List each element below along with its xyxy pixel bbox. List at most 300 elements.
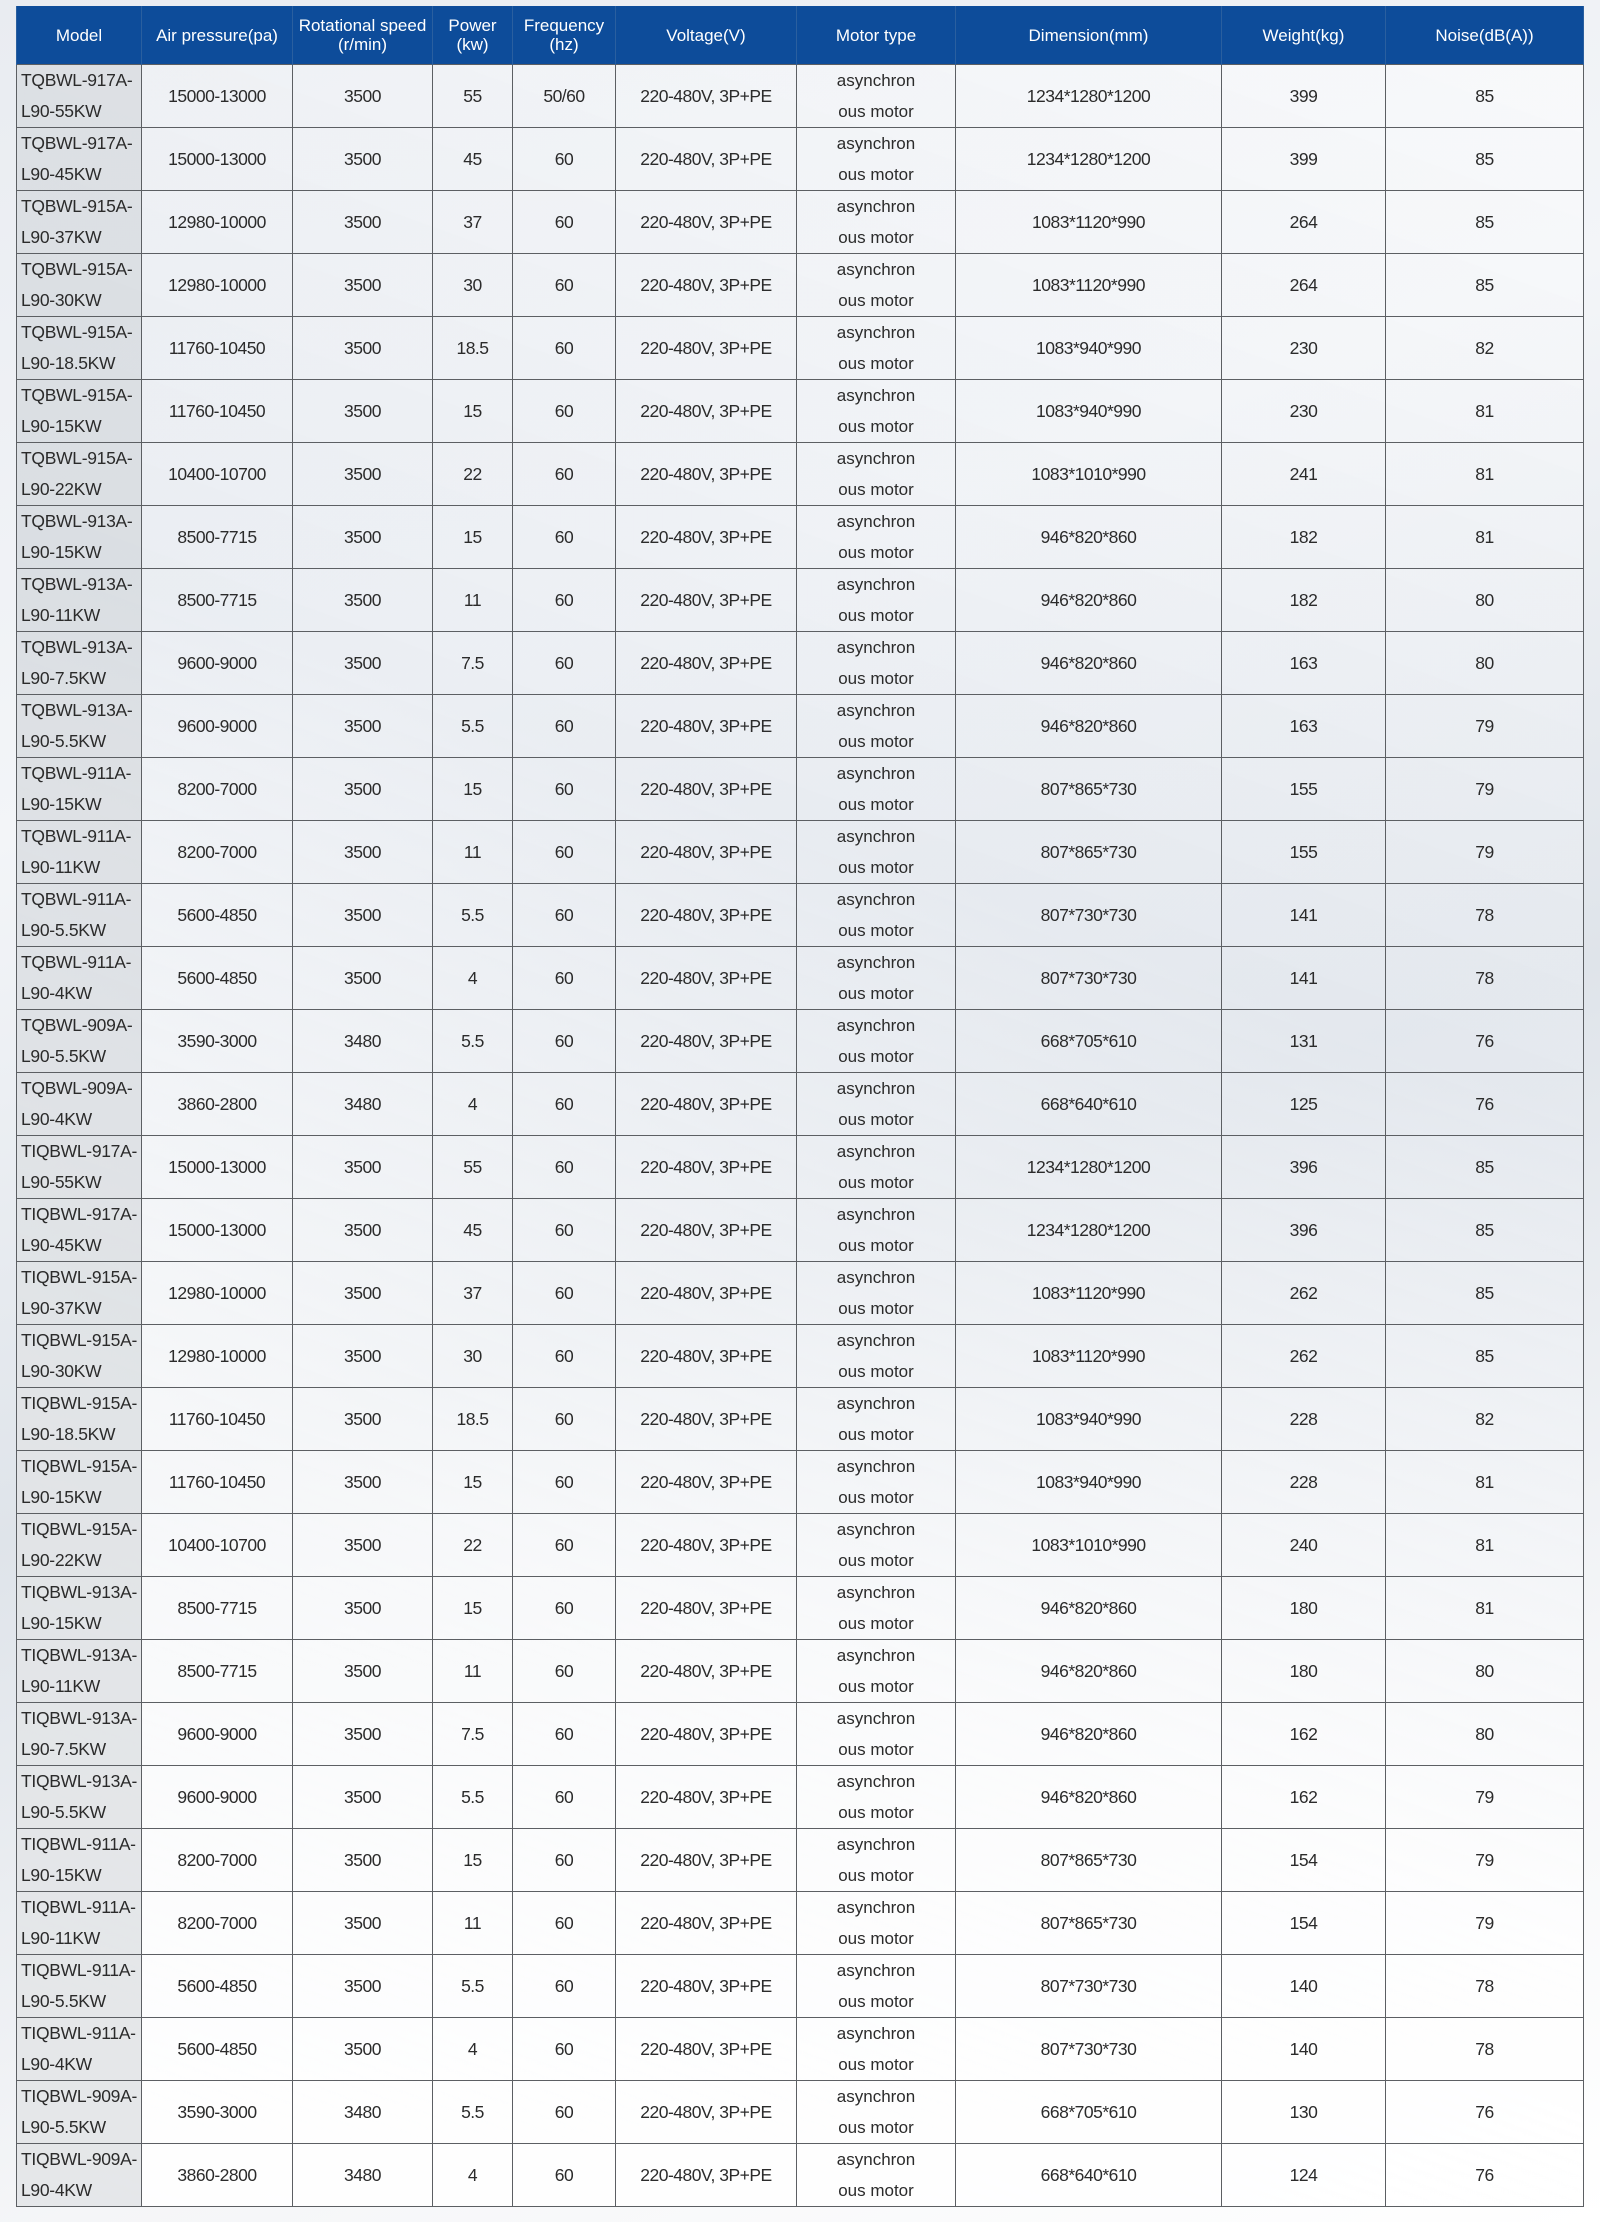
cell-motor-type-line: ous motor: [838, 543, 914, 562]
cell-motor-type-line: ous motor: [838, 480, 914, 499]
cell-weight: 230: [1222, 317, 1386, 380]
cell-dimension: 946*820*860: [956, 1766, 1222, 1829]
table-row: [17, 443, 1584, 506]
cell-weight: 228: [1222, 1451, 1386, 1514]
header-unit: (r/min): [337, 35, 388, 54]
cell-air-pressure: 11760-10450: [142, 317, 293, 380]
table-row: [17, 884, 1584, 947]
cell-model-line: L90-15KW: [21, 1487, 102, 1507]
cell-motor-type-line: asynchron: [836, 1709, 916, 1728]
cell-voltage: 220-480V, 3P+PE: [616, 2018, 797, 2081]
header-label: Motor type: [835, 25, 917, 45]
cell-power: 4: [433, 1073, 513, 1136]
cell-model-line: L90-37KW: [21, 1298, 102, 1318]
cell-power: 5.5: [433, 695, 513, 758]
table-row: [17, 632, 1584, 695]
cell-model-line: TIQBWL-913A-: [21, 1645, 138, 1665]
cell-frequency: 60: [513, 1829, 616, 1892]
cell-rotational-speed: 3500: [293, 191, 433, 254]
cell-model-line: L90-5.5KW: [21, 1802, 106, 1822]
cell-motor-type-line: ous motor: [838, 1047, 914, 1066]
cell-rotational-speed: 3500: [293, 443, 433, 506]
table-row: [17, 128, 1584, 191]
cell-weight: 155: [1222, 821, 1386, 884]
table-row: [17, 1073, 1584, 1136]
cell-weight: 241: [1222, 443, 1386, 506]
cell-power: 5.5: [433, 884, 513, 947]
cell-air-pressure: 12980-10000: [142, 1262, 293, 1325]
cell-model-line: TQBWL-913A-: [21, 511, 133, 531]
cell-noise: 82: [1386, 317, 1584, 380]
cell-motor-type-line: ous motor: [838, 1803, 914, 1822]
cell-motor-type: [797, 1388, 956, 1451]
cell-dimension: 807*865*730: [956, 1829, 1222, 1892]
cell-noise: 81: [1386, 506, 1584, 569]
cell-voltage: 220-480V, 3P+PE: [616, 1955, 797, 2018]
cell-weight: 182: [1222, 506, 1386, 569]
cell-motor-type-line: asynchron: [836, 2087, 916, 2106]
cell-dimension: 1083*1120*990: [956, 254, 1222, 317]
cell-model-line: L90-22KW: [21, 479, 102, 499]
cell-air-pressure: 12980-10000: [142, 191, 293, 254]
cell-dimension: 668*705*610: [956, 1010, 1222, 1073]
cell-voltage: 220-480V, 3P+PE: [616, 1388, 797, 1451]
cell-voltage: 220-480V, 3P+PE: [616, 317, 797, 380]
cell-air-pressure: 12980-10000: [142, 1325, 293, 1388]
cell-noise: 79: [1386, 758, 1584, 821]
cell-noise: 78: [1386, 884, 1584, 947]
cell-motor-type-line: ous motor: [838, 1425, 914, 1444]
cell-model-line: TQBWL-915A-: [21, 385, 133, 405]
cell-motor-type: [797, 947, 956, 1010]
cell-noise: 79: [1386, 821, 1584, 884]
table-row: [17, 1451, 1584, 1514]
cell-motor-type-line: asynchron: [836, 1772, 916, 1791]
cell-model: [17, 2081, 142, 2144]
cell-voltage: 220-480V, 3P+PE: [616, 380, 797, 443]
cell-power: 37: [433, 1262, 513, 1325]
cell-frequency: 60: [513, 1955, 616, 2018]
cell-noise: 85: [1386, 1199, 1584, 1262]
cell-model-line: TIQBWL-915A-: [21, 1456, 138, 1476]
cell-dimension: 668*705*610: [956, 2081, 1222, 2144]
spec-sheet: [16, 6, 1583, 2207]
cell-dimension: 1083*940*990: [956, 1451, 1222, 1514]
cell-motor-type-line: asynchron: [836, 2024, 916, 2043]
cell-dimension: 668*640*610: [956, 1073, 1222, 1136]
cell-frequency: 60: [513, 1262, 616, 1325]
cell-weight: 141: [1222, 884, 1386, 947]
cell-motor-type: [797, 1766, 956, 1829]
cell-model-line: L90-45KW: [21, 164, 102, 184]
cell-weight: 154: [1222, 1829, 1386, 1892]
cell-model-line: L90-5.5KW: [21, 1991, 106, 2011]
cell-rotational-speed: 3480: [293, 1010, 433, 1073]
cell-power: 11: [433, 821, 513, 884]
cell-frequency: 60: [513, 1577, 616, 1640]
cell-model-line: TIQBWL-909A-: [21, 2149, 138, 2169]
cell-model: [17, 884, 142, 947]
cell-dimension: 1234*1280*1200: [956, 128, 1222, 191]
cell-rotational-speed: 3500: [293, 1577, 433, 1640]
cell-motor-type: [797, 2144, 956, 2207]
cell-rotational-speed: 3500: [293, 569, 433, 632]
cell-dimension: 1083*940*990: [956, 380, 1222, 443]
cell-air-pressure: 3590-3000: [142, 1010, 293, 1073]
cell-frequency: 60: [513, 1388, 616, 1451]
cell-air-pressure: 9600-9000: [142, 695, 293, 758]
cell-motor-type: [797, 1829, 956, 1892]
cell-frequency: 60: [513, 1073, 616, 1136]
header-label: Model: [55, 25, 103, 45]
table-row: [17, 317, 1584, 380]
cell-model-line: TIQBWL-913A-: [21, 1582, 138, 1602]
table-row: [17, 1262, 1584, 1325]
cell-motor-type: [797, 1577, 956, 1640]
cell-voltage: 220-480V, 3P+PE: [616, 1703, 797, 1766]
cell-noise: 81: [1386, 1577, 1584, 1640]
cell-power: 55: [433, 65, 513, 128]
cell-model-line: TQBWL-913A-: [21, 700, 133, 720]
cell-motor-type-line: asynchron: [836, 1646, 916, 1665]
cell-frequency: 60: [513, 821, 616, 884]
cell-rotational-speed: 3480: [293, 2144, 433, 2207]
cell-model-line: TQBWL-917A-: [21, 133, 133, 153]
cell-frequency: 60: [513, 1451, 616, 1514]
cell-model: [17, 65, 142, 128]
cell-model-line: L90-5.5KW: [21, 1046, 106, 1066]
cell-model: [17, 1199, 142, 1262]
cell-motor-type-line: ous motor: [838, 1299, 914, 1318]
cell-frequency: 60: [513, 695, 616, 758]
cell-model: [17, 947, 142, 1010]
cell-air-pressure: 8200-7000: [142, 1829, 293, 1892]
cell-model-line: L90-15KW: [21, 542, 102, 562]
cell-motor-type-line: ous motor: [838, 1362, 914, 1381]
cell-motor-type: [797, 821, 956, 884]
cell-rotational-speed: 3500: [293, 65, 433, 128]
cell-air-pressure: 9600-9000: [142, 1766, 293, 1829]
header-row: [17, 6, 1584, 65]
cell-noise: 80: [1386, 1640, 1584, 1703]
cell-motor-type-line: ous motor: [838, 417, 914, 436]
cell-model-line: L90-55KW: [21, 1172, 102, 1192]
cell-model-line: L90-7.5KW: [21, 1739, 106, 1759]
cell-dimension: 807*730*730: [956, 1955, 1222, 2018]
cell-weight: 396: [1222, 1136, 1386, 1199]
cell-air-pressure: 12980-10000: [142, 254, 293, 317]
cell-power: 22: [433, 443, 513, 506]
cell-model-line: L90-5.5KW: [21, 920, 106, 940]
cell-motor-type-line: asynchron: [836, 1268, 916, 1287]
cell-motor-type-line: ous motor: [838, 1173, 914, 1192]
cell-power: 4: [433, 2018, 513, 2081]
cell-rotational-speed: 3500: [293, 884, 433, 947]
cell-dimension: 946*820*860: [956, 695, 1222, 758]
cell-dimension: 1234*1280*1200: [956, 1199, 1222, 1262]
cell-dimension: 1083*1010*990: [956, 443, 1222, 506]
cell-dimension: 946*820*860: [956, 506, 1222, 569]
cell-noise: 85: [1386, 1262, 1584, 1325]
cell-motor-type: [797, 1703, 956, 1766]
cell-rotational-speed: 3500: [293, 380, 433, 443]
cell-motor-type-line: asynchron: [836, 386, 916, 405]
cell-model-line: TIQBWL-915A-: [21, 1519, 138, 1539]
cell-noise: 78: [1386, 947, 1584, 1010]
cell-motor-type-line: ous motor: [838, 1677, 914, 1696]
cell-power: 11: [433, 1640, 513, 1703]
header-unit: (kw): [456, 35, 489, 54]
cell-weight: 154: [1222, 1892, 1386, 1955]
cell-dimension: 807*730*730: [956, 2018, 1222, 2081]
cell-rotational-speed: 3500: [293, 1829, 433, 1892]
table-row: [17, 1892, 1584, 1955]
header-voltage: [616, 6, 797, 65]
cell-model: [17, 2144, 142, 2207]
cell-model: [17, 1262, 142, 1325]
table-row: [17, 191, 1584, 254]
table-row: [17, 1514, 1584, 1577]
cell-model-line: TIQBWL-909A-: [21, 2086, 138, 2106]
cell-air-pressure: 9600-9000: [142, 1703, 293, 1766]
cell-motor-type-line: ous motor: [838, 1110, 914, 1129]
table-row: [17, 1829, 1584, 1892]
header-label: Noise(dB(A)): [1435, 25, 1534, 45]
cell-frequency: 60: [513, 758, 616, 821]
header-rotational-speed: [293, 6, 433, 65]
cell-rotational-speed: 3500: [293, 695, 433, 758]
cell-rotational-speed: 3500: [293, 128, 433, 191]
cell-model: [17, 1514, 142, 1577]
cell-power: 18.5: [433, 1388, 513, 1451]
cell-dimension: 1083*1010*990: [956, 1514, 1222, 1577]
cell-motor-type-line: asynchron: [836, 449, 916, 468]
cell-motor-type-line: asynchron: [836, 953, 916, 972]
table-row: [17, 2081, 1584, 2144]
cell-model-line: L90-18.5KW: [21, 1424, 116, 1444]
cell-dimension: 1083*1120*990: [956, 1262, 1222, 1325]
cell-rotational-speed: 3500: [293, 1325, 433, 1388]
cell-rotational-speed: 3500: [293, 1262, 433, 1325]
cell-frequency: 60: [513, 1136, 616, 1199]
cell-voltage: 220-480V, 3P+PE: [616, 1451, 797, 1514]
cell-frequency: 60: [513, 1640, 616, 1703]
cell-model: [17, 1766, 142, 1829]
cell-dimension: 1083*1120*990: [956, 191, 1222, 254]
cell-air-pressure: 15000-13000: [142, 1136, 293, 1199]
cell-noise: 81: [1386, 1451, 1584, 1514]
cell-power: 55: [433, 1136, 513, 1199]
cell-model-line: TQBWL-911A-: [21, 952, 132, 972]
cell-noise: 79: [1386, 1766, 1584, 1829]
cell-frequency: 60: [513, 884, 616, 947]
cell-motor-type-line: ous motor: [838, 984, 914, 1003]
table-row: [17, 1199, 1584, 1262]
header-model: [17, 6, 142, 65]
cell-motor-type-line: asynchron: [836, 2150, 916, 2169]
cell-power: 45: [433, 1199, 513, 1262]
cell-dimension: 946*820*860: [956, 1577, 1222, 1640]
cell-voltage: 220-480V, 3P+PE: [616, 443, 797, 506]
cell-motor-type: [797, 1892, 956, 1955]
cell-motor-type-line: asynchron: [836, 1520, 916, 1539]
cell-model: [17, 1640, 142, 1703]
table-row: [17, 1388, 1584, 1451]
cell-model-line: TQBWL-911A-: [21, 763, 132, 783]
table-row: [17, 695, 1584, 758]
cell-power: 4: [433, 947, 513, 1010]
table-row: [17, 1136, 1584, 1199]
cell-noise: 85: [1386, 65, 1584, 128]
cell-model-line: L90-5.5KW: [21, 2117, 106, 2137]
cell-voltage: 220-480V, 3P+PE: [616, 191, 797, 254]
cell-noise: 81: [1386, 443, 1584, 506]
cell-motor-type-line: asynchron: [836, 71, 916, 90]
cell-motor-type: [797, 884, 956, 947]
cell-motor-type-line: ous motor: [838, 858, 914, 877]
cell-rotational-speed: 3500: [293, 1451, 433, 1514]
cell-frequency: 60: [513, 2081, 616, 2144]
table-row: [17, 254, 1584, 317]
cell-motor-type-line: asynchron: [836, 512, 916, 531]
cell-model: [17, 1955, 142, 2018]
cell-rotational-speed: 3500: [293, 1199, 433, 1262]
cell-frequency: 60: [513, 1766, 616, 1829]
cell-model-line: TIQBWL-911A-: [21, 1960, 136, 1980]
table-row: [17, 2144, 1584, 2207]
cell-model: [17, 1388, 142, 1451]
cell-voltage: 220-480V, 3P+PE: [616, 569, 797, 632]
cell-power: 4: [433, 2144, 513, 2207]
cell-voltage: 220-480V, 3P+PE: [616, 695, 797, 758]
cell-voltage: 220-480V, 3P+PE: [616, 506, 797, 569]
table-row: [17, 821, 1584, 884]
cell-motor-type-line: ous motor: [838, 2055, 914, 2074]
cell-motor-type: [797, 1262, 956, 1325]
cell-weight: 163: [1222, 695, 1386, 758]
cell-weight: 140: [1222, 1955, 1386, 2018]
cell-motor-type-line: ous motor: [838, 228, 914, 247]
cell-motor-type: [797, 2018, 956, 2081]
cell-noise: 78: [1386, 2018, 1584, 2081]
cell-air-pressure: 5600-4850: [142, 2018, 293, 2081]
cell-model-line: L90-11KW: [21, 857, 100, 877]
cell-motor-type: [797, 128, 956, 191]
cell-dimension: 807*865*730: [956, 1892, 1222, 1955]
cell-motor-type-line: asynchron: [836, 1016, 916, 1035]
cell-motor-type: [797, 1451, 956, 1514]
cell-model-line: L90-11KW: [21, 1928, 100, 1948]
cell-motor-type-line: ous motor: [838, 291, 914, 310]
cell-frequency: 60: [513, 506, 616, 569]
cell-motor-type-line: ous motor: [838, 2181, 914, 2200]
cell-weight: 141: [1222, 947, 1386, 1010]
cell-air-pressure: 5600-4850: [142, 1955, 293, 2018]
cell-weight: 264: [1222, 191, 1386, 254]
cell-air-pressure: 5600-4850: [142, 947, 293, 1010]
cell-noise: 85: [1386, 1136, 1584, 1199]
cell-noise: 85: [1386, 128, 1584, 191]
cell-voltage: 220-480V, 3P+PE: [616, 632, 797, 695]
cell-air-pressure: 11760-10450: [142, 1451, 293, 1514]
cell-voltage: 220-480V, 3P+PE: [616, 1577, 797, 1640]
table-row: [17, 1955, 1584, 2018]
cell-air-pressure: 11760-10450: [142, 1388, 293, 1451]
cell-motor-type-line: asynchron: [836, 323, 916, 342]
cell-noise: 80: [1386, 1703, 1584, 1766]
cell-power: 15: [433, 380, 513, 443]
cell-model-line: TIQBWL-917A-: [21, 1204, 138, 1224]
cell-model-line: L90-4KW: [21, 983, 92, 1003]
cell-model-line: L90-4KW: [21, 2180, 92, 2200]
cell-frequency: 60: [513, 1010, 616, 1073]
table-row: [17, 506, 1584, 569]
cell-weight: 162: [1222, 1766, 1386, 1829]
cell-weight: 399: [1222, 65, 1386, 128]
cell-dimension: 1083*1120*990: [956, 1325, 1222, 1388]
cell-motor-type: [797, 1325, 956, 1388]
cell-weight: 180: [1222, 1577, 1386, 1640]
header-label: Rotational speed: [298, 16, 427, 35]
cell-frequency: 50/60: [513, 65, 616, 128]
cell-noise: 80: [1386, 632, 1584, 695]
cell-rotational-speed: 3480: [293, 1073, 433, 1136]
cell-rotational-speed: 3500: [293, 1640, 433, 1703]
cell-motor-type-line: ous motor: [838, 354, 914, 373]
cell-air-pressure: 15000-13000: [142, 65, 293, 128]
cell-motor-type: [797, 569, 956, 632]
cell-motor-type-line: asynchron: [836, 575, 916, 594]
cell-voltage: 220-480V, 3P+PE: [616, 2081, 797, 2144]
cell-model-line: L90-18.5KW: [21, 353, 116, 373]
cell-model-line: TQBWL-913A-: [21, 637, 133, 657]
cell-motor-type-line: ous motor: [838, 165, 914, 184]
cell-model: [17, 1325, 142, 1388]
cell-weight: 163: [1222, 632, 1386, 695]
cell-air-pressure: 8200-7000: [142, 758, 293, 821]
cell-model: [17, 1073, 142, 1136]
cell-model-line: L90-15KW: [21, 416, 102, 436]
cell-noise: 81: [1386, 380, 1584, 443]
cell-model-line: L90-4KW: [21, 2054, 92, 2074]
cell-frequency: 60: [513, 1199, 616, 1262]
cell-motor-type-line: ous motor: [838, 606, 914, 625]
cell-air-pressure: 11760-10450: [142, 380, 293, 443]
cell-air-pressure: 10400-10700: [142, 443, 293, 506]
cell-noise: 76: [1386, 2144, 1584, 2207]
header-air-pressure: [142, 6, 293, 65]
cell-motor-type: [797, 1073, 956, 1136]
cell-motor-type-line: asynchron: [836, 260, 916, 279]
cell-motor-type: [797, 1199, 956, 1262]
cell-motor-type-line: asynchron: [836, 827, 916, 846]
cell-model-line: TQBWL-909A-: [21, 1015, 133, 1035]
cell-motor-type-line: ous motor: [838, 1236, 914, 1255]
cell-weight: 262: [1222, 1262, 1386, 1325]
cell-dimension: 1234*1280*1200: [956, 1136, 1222, 1199]
cell-motor-type-line: asynchron: [836, 134, 916, 153]
cell-voltage: 220-480V, 3P+PE: [616, 1325, 797, 1388]
cell-motor-type-line: ous motor: [838, 1866, 914, 1885]
cell-motor-type-line: asynchron: [836, 1142, 916, 1161]
header-dimension: [956, 6, 1222, 65]
cell-model: [17, 821, 142, 884]
cell-noise: 76: [1386, 1010, 1584, 1073]
cell-frequency: 60: [513, 254, 616, 317]
cell-motor-type: [797, 317, 956, 380]
cell-air-pressure: 9600-9000: [142, 632, 293, 695]
table-row: [17, 1640, 1584, 1703]
